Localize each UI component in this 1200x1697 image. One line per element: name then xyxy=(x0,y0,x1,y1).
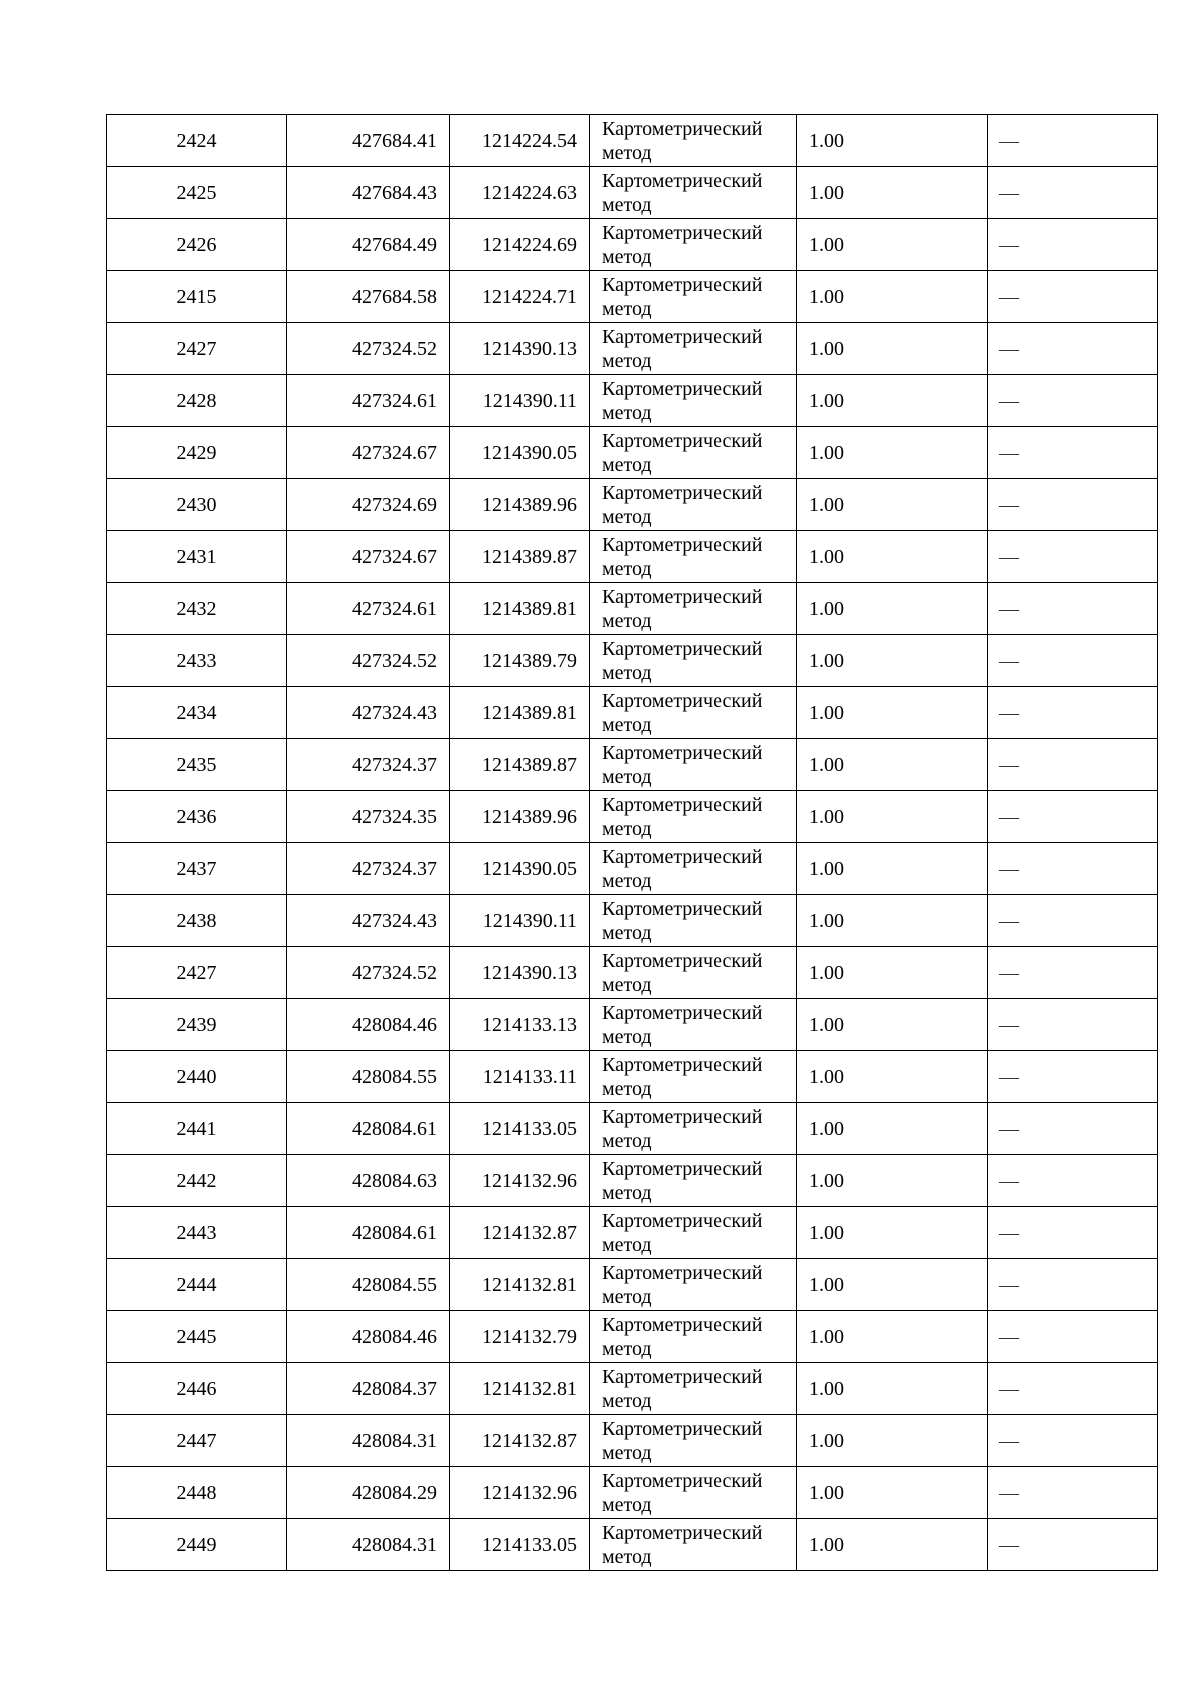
error-cell: 1.00 xyxy=(797,1103,988,1155)
method-text: Картометрический метод xyxy=(602,1365,763,1412)
x-coordinate-cell: 427324.52 xyxy=(287,947,450,999)
x-coordinate-cell: 428084.46 xyxy=(287,1311,450,1363)
y-coordinate-cell: 1214133.05 xyxy=(450,1519,590,1571)
point-number-cell: 2415 xyxy=(107,271,287,323)
point-number-cell: 2427 xyxy=(107,947,287,999)
method-cell xyxy=(590,583,797,635)
point-number-cell: 2424 xyxy=(107,115,287,167)
error-cell: 1.00 xyxy=(797,479,988,531)
point-number-cell: 2444 xyxy=(107,1259,287,1311)
method-text: Картометрический метод xyxy=(602,481,763,528)
table-row xyxy=(107,427,1158,479)
table-row xyxy=(107,219,1158,271)
description-cell: — xyxy=(988,1467,1158,1519)
description-cell: — xyxy=(988,167,1158,219)
table-row xyxy=(107,635,1158,687)
error-cell: 1.00 xyxy=(797,1051,988,1103)
x-coordinate-cell: 428084.55 xyxy=(287,1051,450,1103)
error-cell: 1.00 xyxy=(797,219,988,271)
table-row xyxy=(107,1051,1158,1103)
method-cell xyxy=(590,375,797,427)
method-text: Картометрический метод xyxy=(602,273,763,320)
method-text: Картометрический метод xyxy=(602,1157,763,1204)
table-row xyxy=(107,1155,1158,1207)
method-text: Картометрический метод xyxy=(602,1417,763,1464)
y-coordinate-cell: 1214390.11 xyxy=(450,895,590,947)
table-row xyxy=(107,271,1158,323)
error-cell: 1.00 xyxy=(797,167,988,219)
error-cell: 1.00 xyxy=(797,895,988,947)
coordinates-table xyxy=(106,114,1158,1571)
x-coordinate-cell: 428084.46 xyxy=(287,999,450,1051)
x-coordinate-cell: 427324.52 xyxy=(287,635,450,687)
method-text: Картометрический метод xyxy=(602,1521,763,1568)
y-coordinate-cell: 1214224.69 xyxy=(450,219,590,271)
table-body xyxy=(107,115,1158,1571)
description-cell: — xyxy=(988,635,1158,687)
table-row xyxy=(107,791,1158,843)
error-cell: 1.00 xyxy=(797,1519,988,1571)
table-row xyxy=(107,843,1158,895)
method-cell xyxy=(590,1311,797,1363)
point-number-cell: 2448 xyxy=(107,1467,287,1519)
description-cell: — xyxy=(988,1051,1158,1103)
y-coordinate-cell: 1214224.63 xyxy=(450,167,590,219)
point-number-cell: 2435 xyxy=(107,739,287,791)
x-coordinate-cell: 427324.35 xyxy=(287,791,450,843)
y-coordinate-cell: 1214389.87 xyxy=(450,739,590,791)
y-coordinate-cell: 1214389.96 xyxy=(450,479,590,531)
error-cell: 1.00 xyxy=(797,999,988,1051)
x-coordinate-cell: 428084.55 xyxy=(287,1259,450,1311)
y-coordinate-cell: 1214390.13 xyxy=(450,323,590,375)
description-cell: — xyxy=(988,115,1158,167)
y-coordinate-cell: 1214389.81 xyxy=(450,687,590,739)
description-cell: — xyxy=(988,219,1158,271)
method-cell xyxy=(590,1259,797,1311)
table-row xyxy=(107,1415,1158,1467)
point-number-cell: 2429 xyxy=(107,427,287,479)
point-number-cell: 2434 xyxy=(107,687,287,739)
y-coordinate-cell: 1214389.81 xyxy=(450,583,590,635)
x-coordinate-cell: 427684.43 xyxy=(287,167,450,219)
x-coordinate-cell: 427324.43 xyxy=(287,687,450,739)
method-cell xyxy=(590,895,797,947)
table-row xyxy=(107,167,1158,219)
point-number-cell: 2433 xyxy=(107,635,287,687)
error-cell: 1.00 xyxy=(797,947,988,999)
method-text: Картометрический метод xyxy=(602,793,763,840)
description-cell: — xyxy=(988,323,1158,375)
description-cell: — xyxy=(988,895,1158,947)
method-text: Картометрический метод xyxy=(602,325,763,372)
table-row xyxy=(107,1103,1158,1155)
y-coordinate-cell: 1214133.05 xyxy=(450,1103,590,1155)
method-cell xyxy=(590,271,797,323)
y-coordinate-cell: 1214133.13 xyxy=(450,999,590,1051)
description-cell: — xyxy=(988,375,1158,427)
method-cell xyxy=(590,427,797,479)
x-coordinate-cell: 427324.61 xyxy=(287,375,450,427)
point-number-cell: 2438 xyxy=(107,895,287,947)
description-cell: — xyxy=(988,583,1158,635)
description-cell: — xyxy=(988,791,1158,843)
error-cell: 1.00 xyxy=(797,115,988,167)
y-coordinate-cell: 1214389.96 xyxy=(450,791,590,843)
method-text: Картометрический метод xyxy=(602,429,763,476)
error-cell: 1.00 xyxy=(797,1207,988,1259)
description-cell: — xyxy=(988,687,1158,739)
table-row xyxy=(107,531,1158,583)
x-coordinate-cell: 427324.69 xyxy=(287,479,450,531)
method-text: Картометрический метод xyxy=(602,1261,763,1308)
y-coordinate-cell: 1214132.81 xyxy=(450,1259,590,1311)
method-cell xyxy=(590,323,797,375)
method-cell xyxy=(590,219,797,271)
y-coordinate-cell: 1214389.79 xyxy=(450,635,590,687)
table-row xyxy=(107,947,1158,999)
table-row xyxy=(107,999,1158,1051)
y-coordinate-cell: 1214389.87 xyxy=(450,531,590,583)
description-cell: — xyxy=(988,427,1158,479)
x-coordinate-cell: 427684.58 xyxy=(287,271,450,323)
point-number-cell: 2432 xyxy=(107,583,287,635)
y-coordinate-cell: 1214132.96 xyxy=(450,1155,590,1207)
method-cell xyxy=(590,167,797,219)
description-cell: — xyxy=(988,1311,1158,1363)
x-coordinate-cell: 428084.63 xyxy=(287,1155,450,1207)
point-number-cell: 2445 xyxy=(107,1311,287,1363)
description-cell: — xyxy=(988,479,1158,531)
table-row xyxy=(107,1519,1158,1571)
method-text: Картометрический метод xyxy=(602,1105,763,1152)
method-text: Картометрический метод xyxy=(602,741,763,788)
method-text: Картометрический метод xyxy=(602,377,763,424)
description-cell: — xyxy=(988,1103,1158,1155)
point-number-cell: 2425 xyxy=(107,167,287,219)
point-number-cell: 2437 xyxy=(107,843,287,895)
description-cell: — xyxy=(988,531,1158,583)
method-text: Картометрический метод xyxy=(602,169,763,216)
error-cell: 1.00 xyxy=(797,635,988,687)
method-text: Картометрический метод xyxy=(602,897,763,944)
method-cell xyxy=(590,1155,797,1207)
x-coordinate-cell: 427324.67 xyxy=(287,531,450,583)
x-coordinate-cell: 427324.37 xyxy=(287,843,450,895)
description-cell: — xyxy=(988,999,1158,1051)
table-row xyxy=(107,479,1158,531)
point-number-cell: 2440 xyxy=(107,1051,287,1103)
x-coordinate-cell: 427684.41 xyxy=(287,115,450,167)
table-row xyxy=(107,1207,1158,1259)
table-row xyxy=(107,583,1158,635)
method-text: Картометрический метод xyxy=(602,117,763,164)
method-text: Картометрический метод xyxy=(602,1313,763,1360)
method-cell xyxy=(590,999,797,1051)
point-number-cell: 2430 xyxy=(107,479,287,531)
description-cell: — xyxy=(988,1259,1158,1311)
method-cell xyxy=(590,1363,797,1415)
table-row xyxy=(107,895,1158,947)
error-cell: 1.00 xyxy=(797,583,988,635)
method-text: Картометрический метод xyxy=(602,1469,763,1516)
error-cell: 1.00 xyxy=(797,791,988,843)
method-text: Картометрический метод xyxy=(602,585,763,632)
error-cell: 1.00 xyxy=(797,1259,988,1311)
method-cell xyxy=(590,1103,797,1155)
table-row xyxy=(107,1363,1158,1415)
table-row xyxy=(107,739,1158,791)
x-coordinate-cell: 428084.31 xyxy=(287,1415,450,1467)
y-coordinate-cell: 1214132.81 xyxy=(450,1363,590,1415)
table-row xyxy=(107,323,1158,375)
method-cell xyxy=(590,791,797,843)
error-cell: 1.00 xyxy=(797,843,988,895)
y-coordinate-cell: 1214390.05 xyxy=(450,843,590,895)
method-text: Картометрический метод xyxy=(602,1001,763,1048)
y-coordinate-cell: 1214132.87 xyxy=(450,1207,590,1259)
method-text: Картометрический метод xyxy=(602,1209,763,1256)
table-row xyxy=(107,1259,1158,1311)
point-number-cell: 2449 xyxy=(107,1519,287,1571)
point-number-cell: 2446 xyxy=(107,1363,287,1415)
point-number-cell: 2443 xyxy=(107,1207,287,1259)
method-text: Картометрический метод xyxy=(602,637,763,684)
x-coordinate-cell: 428084.31 xyxy=(287,1519,450,1571)
description-cell: — xyxy=(988,1207,1158,1259)
error-cell: 1.00 xyxy=(797,1415,988,1467)
method-cell xyxy=(590,843,797,895)
point-number-cell: 2441 xyxy=(107,1103,287,1155)
error-cell: 1.00 xyxy=(797,1467,988,1519)
method-cell xyxy=(590,739,797,791)
error-cell: 1.00 xyxy=(797,687,988,739)
error-cell: 1.00 xyxy=(797,427,988,479)
method-cell xyxy=(590,1207,797,1259)
table-row xyxy=(107,1311,1158,1363)
x-coordinate-cell: 427324.61 xyxy=(287,583,450,635)
table-row xyxy=(107,687,1158,739)
error-cell: 1.00 xyxy=(797,1155,988,1207)
description-cell: — xyxy=(988,1155,1158,1207)
x-coordinate-cell: 428084.61 xyxy=(287,1103,450,1155)
y-coordinate-cell: 1214224.71 xyxy=(450,271,590,323)
error-cell: 1.00 xyxy=(797,1311,988,1363)
method-cell xyxy=(590,1051,797,1103)
description-cell: — xyxy=(988,947,1158,999)
y-coordinate-cell: 1214390.11 xyxy=(450,375,590,427)
method-text: Картометрический метод xyxy=(602,689,763,736)
point-number-cell: 2439 xyxy=(107,999,287,1051)
error-cell: 1.00 xyxy=(797,323,988,375)
x-coordinate-cell: 427324.67 xyxy=(287,427,450,479)
y-coordinate-cell: 1214132.87 xyxy=(450,1415,590,1467)
point-number-cell: 2426 xyxy=(107,219,287,271)
table-row xyxy=(107,115,1158,167)
point-number-cell: 2428 xyxy=(107,375,287,427)
method-cell xyxy=(590,115,797,167)
description-cell: — xyxy=(988,1363,1158,1415)
method-text: Картометрический метод xyxy=(602,1053,763,1100)
error-cell: 1.00 xyxy=(797,531,988,583)
point-number-cell: 2431 xyxy=(107,531,287,583)
y-coordinate-cell: 1214132.96 xyxy=(450,1467,590,1519)
point-number-cell: 2427 xyxy=(107,323,287,375)
y-coordinate-cell: 1214390.05 xyxy=(450,427,590,479)
method-cell xyxy=(590,531,797,583)
description-cell: — xyxy=(988,271,1158,323)
error-cell: 1.00 xyxy=(797,739,988,791)
x-coordinate-cell: 427324.43 xyxy=(287,895,450,947)
method-cell xyxy=(590,1415,797,1467)
x-coordinate-cell: 427324.52 xyxy=(287,323,450,375)
point-number-cell: 2436 xyxy=(107,791,287,843)
error-cell: 1.00 xyxy=(797,1363,988,1415)
method-text: Картометрический метод xyxy=(602,221,763,268)
description-cell: — xyxy=(988,739,1158,791)
x-coordinate-cell: 428084.29 xyxy=(287,1467,450,1519)
method-cell xyxy=(590,635,797,687)
method-cell xyxy=(590,947,797,999)
point-number-cell: 2447 xyxy=(107,1415,287,1467)
method-text: Картометрический метод xyxy=(602,949,763,996)
y-coordinate-cell: 1214390.13 xyxy=(450,947,590,999)
method-text: Картометрический метод xyxy=(602,845,763,892)
y-coordinate-cell: 1214132.79 xyxy=(450,1311,590,1363)
x-coordinate-cell: 427324.37 xyxy=(287,739,450,791)
error-cell: 1.00 xyxy=(797,375,988,427)
point-number-cell: 2442 xyxy=(107,1155,287,1207)
description-cell: — xyxy=(988,1519,1158,1571)
x-coordinate-cell: 428084.61 xyxy=(287,1207,450,1259)
table-row xyxy=(107,375,1158,427)
method-cell xyxy=(590,1467,797,1519)
description-cell: — xyxy=(988,1415,1158,1467)
method-text: Картометрический метод xyxy=(602,533,763,580)
y-coordinate-cell: 1214133.11 xyxy=(450,1051,590,1103)
x-coordinate-cell: 427684.49 xyxy=(287,219,450,271)
x-coordinate-cell: 428084.37 xyxy=(287,1363,450,1415)
method-cell xyxy=(590,1519,797,1571)
method-cell xyxy=(590,479,797,531)
table-row xyxy=(107,1467,1158,1519)
description-cell: — xyxy=(988,843,1158,895)
method-cell xyxy=(590,687,797,739)
y-coordinate-cell: 1214224.54 xyxy=(450,115,590,167)
error-cell: 1.00 xyxy=(797,271,988,323)
